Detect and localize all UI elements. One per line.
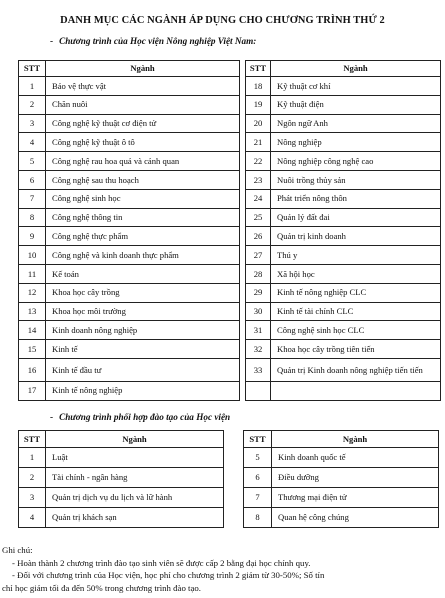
row-nganh: Thú y bbox=[271, 246, 441, 265]
row-nganh: Nuôi trồng thủy sản bbox=[271, 170, 441, 189]
table-row bbox=[19, 302, 240, 321]
table-row bbox=[19, 95, 240, 114]
row-nganh: Công nghệ kỹ thuật ô tô bbox=[46, 133, 240, 152]
table-row bbox=[244, 448, 439, 468]
table-row bbox=[244, 468, 439, 488]
row-nganh: Thương mại điện tử bbox=[272, 488, 439, 508]
col-header-stt: STT bbox=[246, 61, 271, 77]
notes-line-3: chỉ học giảm tối đa đến 50% trong chương trình đào tạo. bbox=[2, 582, 201, 593]
row-stt: 13 bbox=[19, 302, 46, 321]
row-nganh: Kinh tế tài chính CLC bbox=[271, 302, 441, 321]
table-row bbox=[244, 488, 439, 508]
row-stt: 11 bbox=[19, 264, 46, 283]
row-stt: 4 bbox=[19, 508, 46, 528]
table-row bbox=[19, 114, 240, 133]
row-stt: 28 bbox=[246, 264, 271, 283]
row-stt: 5 bbox=[244, 448, 272, 468]
row-stt: 24 bbox=[246, 189, 271, 208]
row-stt: 5 bbox=[19, 152, 46, 171]
table-row bbox=[19, 468, 224, 488]
row-stt: 23 bbox=[246, 170, 271, 189]
table-row bbox=[19, 283, 240, 302]
row-nganh: Bảo vệ thực vật bbox=[46, 77, 240, 96]
row-stt: 6 bbox=[244, 468, 272, 488]
row-stt: 8 bbox=[19, 208, 46, 227]
table-row bbox=[19, 264, 240, 283]
section2-heading bbox=[50, 412, 230, 422]
table-row bbox=[19, 488, 224, 508]
notes-block bbox=[2, 544, 442, 594]
col-header-nganh: Ngành bbox=[46, 61, 240, 77]
row-nganh: Khoa học cây trồng bbox=[46, 283, 240, 302]
row-nganh: Công nghệ rau hoa quả và cảnh quan bbox=[46, 152, 240, 171]
table-row bbox=[246, 302, 441, 321]
row-nganh: Nông nghiệp bbox=[271, 133, 441, 152]
table-row bbox=[19, 170, 240, 189]
table-row bbox=[246, 189, 441, 208]
table-row bbox=[246, 152, 441, 171]
row-nganh: Nông nghiệp công nghệ cao bbox=[271, 152, 441, 171]
table-header-row bbox=[19, 61, 240, 77]
notes-line-2: - Đối với chương trình của Học viện, học phí cho chương trình 2 giảm từ 30-50%; Số tín bbox=[12, 570, 325, 580]
row-stt: 6 bbox=[19, 170, 46, 189]
row-stt: 29 bbox=[246, 283, 271, 302]
row-nganh: Kế toán bbox=[46, 264, 240, 283]
row-stt: 26 bbox=[246, 227, 271, 246]
row-stt: 1 bbox=[19, 77, 46, 96]
row-nganh: Công nghệ kỹ thuật cơ điện tử bbox=[46, 114, 240, 133]
col-header-nganh: Ngành bbox=[272, 431, 439, 448]
row-nganh: Kinh tế bbox=[46, 340, 240, 359]
row-stt: 21 bbox=[246, 133, 271, 152]
col-header-stt: STT bbox=[244, 431, 272, 448]
section2-bullet: - bbox=[50, 412, 54, 422]
row-nganh: Công nghệ sau thu hoạch bbox=[46, 170, 240, 189]
row-nganh: Kinh tế nông nghiệp bbox=[46, 381, 240, 400]
row-nganh: Công nghệ sinh học bbox=[46, 189, 240, 208]
row-stt: 31 bbox=[246, 321, 271, 340]
table-row bbox=[19, 321, 240, 340]
row-nganh: Kinh doanh nông nghiệp bbox=[46, 321, 240, 340]
table-row bbox=[19, 448, 224, 468]
section2-heading-text: Chương trình phối hợp đào tạo của Học viện bbox=[59, 412, 231, 422]
row-stt: 7 bbox=[244, 488, 272, 508]
section1-table-left bbox=[18, 60, 240, 401]
row-stt: 15 bbox=[19, 340, 46, 359]
row-nganh: Xã hội học bbox=[271, 264, 441, 283]
row-nganh: Luật bbox=[46, 448, 224, 468]
row-nganh: Kinh tế đầu tư bbox=[46, 358, 240, 381]
table-row bbox=[246, 321, 441, 340]
row-stt: 27 bbox=[246, 246, 271, 265]
row-nganh: Quản trị dịch vụ du lịch và lữ hành bbox=[46, 488, 224, 508]
section1-table-right bbox=[245, 60, 441, 401]
row-stt: 32 bbox=[246, 340, 271, 359]
col-header-nganh: Ngành bbox=[46, 431, 224, 448]
row-stt: 10 bbox=[19, 246, 46, 265]
section1-heading-text: Chương trình của Học viện Nông nghiệp Việt Nam: bbox=[59, 36, 257, 46]
row-nganh: Tài chính - ngân hàng bbox=[46, 468, 224, 488]
row-stt: 14 bbox=[19, 321, 46, 340]
section2-table-right bbox=[243, 430, 439, 528]
row-nganh: Quản trị kinh doanh bbox=[271, 227, 441, 246]
table-row bbox=[19, 508, 224, 528]
table-header-row bbox=[19, 431, 224, 448]
row-nganh: Điều dưỡng bbox=[272, 468, 439, 488]
row-stt: 18 bbox=[246, 77, 271, 96]
notes-label: Ghi chú: bbox=[2, 545, 33, 555]
col-header-nganh: Ngành bbox=[271, 61, 441, 77]
section1-bullet: - bbox=[50, 36, 54, 46]
row-nganh: Công nghệ thông tin bbox=[46, 208, 240, 227]
row-nganh: Kinh doanh quốc tế bbox=[272, 448, 439, 468]
row-nganh: Công nghệ và kinh doanh thực phẩm bbox=[46, 246, 240, 265]
notes-line-1: - Hoàn thành 2 chương trình đào tạo sinh viên sẽ được cấp 2 bằng đại học chính quy. bbox=[12, 557, 311, 568]
table-row bbox=[19, 208, 240, 227]
row-stt: 2 bbox=[19, 95, 46, 114]
section1-heading bbox=[50, 36, 256, 46]
row-stt: 17 bbox=[19, 381, 46, 400]
row-stt: 3 bbox=[19, 488, 46, 508]
row-stt: 30 bbox=[246, 302, 271, 321]
table-row bbox=[19, 340, 240, 359]
table-header-row bbox=[246, 61, 441, 77]
col-header-stt: STT bbox=[19, 431, 46, 448]
table-row bbox=[246, 114, 441, 133]
row-nganh: Ngôn ngữ Anh bbox=[271, 114, 441, 133]
row-nganh: Công nghệ thực phẩm bbox=[46, 227, 240, 246]
row-stt: 2 bbox=[19, 468, 46, 488]
row-stt: 7 bbox=[19, 189, 46, 208]
row-stt: 8 bbox=[244, 508, 272, 528]
row-stt: 33 bbox=[246, 358, 271, 381]
table-row bbox=[19, 133, 240, 152]
table-row bbox=[246, 264, 441, 283]
page-title: DANH MỤC CÁC NGÀNH ÁP DỤNG CHO CHƯƠNG TRÌNH THỨ 2 bbox=[60, 15, 385, 26]
row-stt: 19 bbox=[246, 95, 271, 114]
table-row bbox=[19, 189, 240, 208]
table-row bbox=[246, 246, 441, 265]
row-nganh: Kỹ thuật cơ khí bbox=[271, 77, 441, 96]
table-row bbox=[246, 381, 441, 400]
row-stt: 1 bbox=[19, 448, 46, 468]
table-row bbox=[19, 358, 240, 381]
section2-table-left bbox=[18, 430, 224, 528]
row-stt: 22 bbox=[246, 152, 271, 171]
row-nganh: Quản lý đất đai bbox=[271, 208, 441, 227]
row-stt: 3 bbox=[19, 114, 46, 133]
table-row bbox=[19, 77, 240, 96]
row-stt: 16 bbox=[19, 358, 46, 381]
col-header-stt: STT bbox=[19, 61, 46, 77]
table-row bbox=[19, 227, 240, 246]
table-row bbox=[246, 283, 441, 302]
table-row bbox=[246, 95, 441, 114]
table-row bbox=[246, 133, 441, 152]
row-stt: 4 bbox=[19, 133, 46, 152]
row-stt: 12 bbox=[19, 283, 46, 302]
row-nganh: Chăn nuôi bbox=[46, 95, 240, 114]
table-row bbox=[246, 340, 441, 359]
row-stt: 9 bbox=[19, 227, 46, 246]
table-row bbox=[19, 152, 240, 171]
table-row bbox=[19, 381, 240, 400]
table-row bbox=[246, 170, 441, 189]
row-nganh: Khoa học môi trường bbox=[46, 302, 240, 321]
row-stt: 25 bbox=[246, 208, 271, 227]
table-row bbox=[246, 358, 441, 381]
table-row bbox=[246, 77, 441, 96]
row-nganh: Công nghệ sinh học CLC bbox=[271, 321, 441, 340]
row-nganh: Khoa học cây trồng tiên tiến bbox=[271, 340, 441, 359]
row-nganh: Kỹ thuật điện bbox=[271, 95, 441, 114]
table-row bbox=[244, 508, 439, 528]
table-row bbox=[246, 208, 441, 227]
table-row bbox=[246, 227, 441, 246]
row-nganh: Phát triển nông thôn bbox=[271, 189, 441, 208]
row-nganh: Quản trị khách sạn bbox=[46, 508, 224, 528]
row-nganh: Kinh tế nông nghiệp CLC bbox=[271, 283, 441, 302]
row-nganh: Quản trị Kinh doanh nông nghiệp tiến tiến bbox=[271, 358, 441, 381]
table-header-row bbox=[244, 431, 439, 448]
table-row bbox=[19, 246, 240, 265]
row-nganh bbox=[271, 381, 441, 400]
row-nganh: Quan hệ công chúng bbox=[272, 508, 439, 528]
row-stt bbox=[246, 381, 271, 400]
row-stt: 20 bbox=[246, 114, 271, 133]
